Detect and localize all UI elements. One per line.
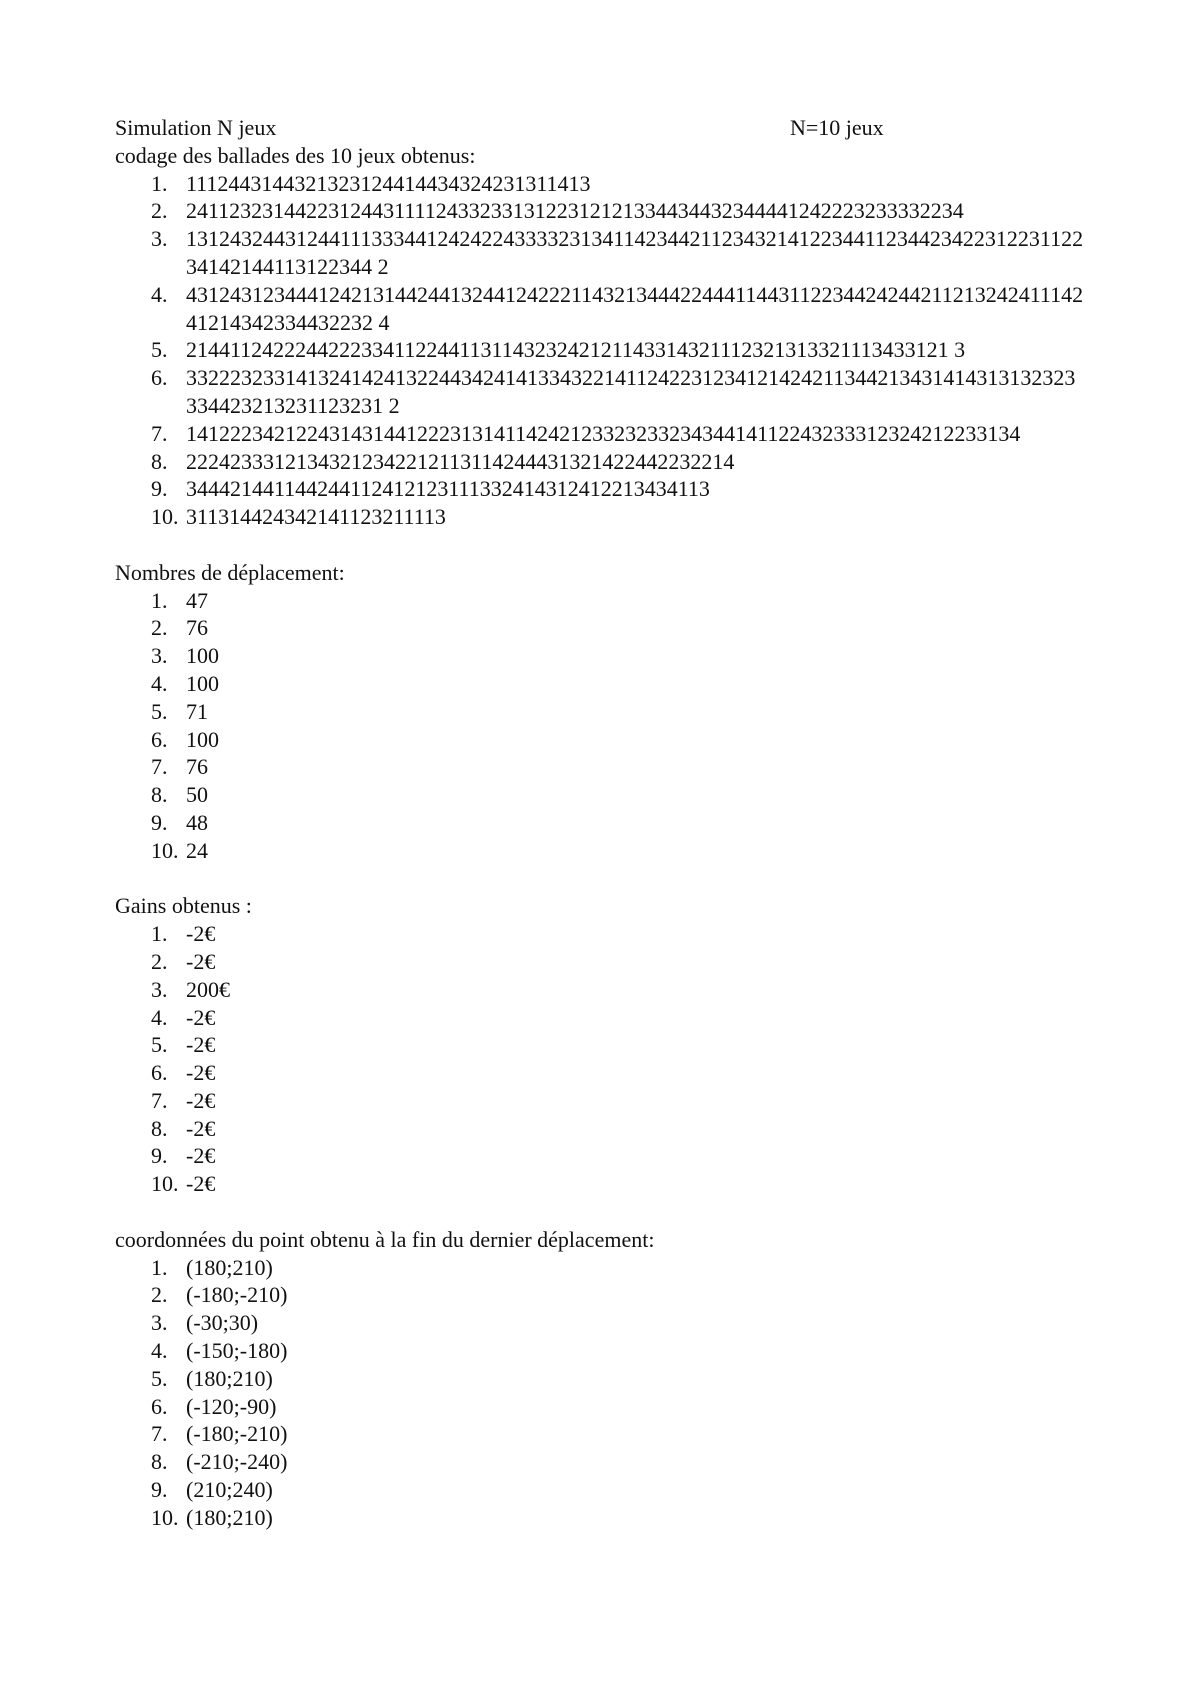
- codage-heading: codage des ballades des 10 jeux obtenus:: [115, 142, 476, 168]
- coordonnees-list: [115, 1254, 1080, 1532]
- list-item: 5. -2€: [151, 1032, 216, 1058]
- list-item: 3. (-30;30): [151, 1310, 259, 1336]
- list-item: 1. -2€: [151, 921, 216, 947]
- document-header: [115, 114, 1080, 142]
- list-item: 1. 47: [151, 587, 208, 613]
- list-item: 2. -2€: [151, 948, 216, 974]
- list-item: 2. (-180;-210): [151, 1282, 288, 1308]
- list-item: 8. (-210;-240): [151, 1449, 288, 1475]
- codage-list: [115, 170, 1084, 531]
- list-item: 4. -2€: [151, 1004, 216, 1030]
- list-item: 3. 131243244312441113334412424224333323134114234421123432141223441123442342231223112234142144113122344 2: [151, 226, 1084, 279]
- list-item: 7. 1412223421224314314412223131411424212332323323434414112243233312324212233134: [151, 420, 1021, 446]
- list-item: 5. (180;210): [151, 1365, 273, 1391]
- list-item: 6. (-120;-90): [151, 1393, 277, 1419]
- list-item: 7. -2€: [151, 1087, 216, 1113]
- spacer: [115, 865, 1080, 893]
- list-item: 9. (210;240): [151, 1477, 273, 1503]
- deplacements-list: [115, 587, 1080, 865]
- list-item: 6. 332223233141324142413224434241413343221411242231234121424211344213431414313132323334423213231123231 2: [151, 365, 1076, 418]
- list-item: 3. 200€: [151, 976, 230, 1002]
- list-item: 6. 100: [151, 726, 219, 752]
- list-item: 8. 50: [151, 782, 208, 808]
- spacer: [115, 1198, 1080, 1226]
- list-item: 5. 71: [151, 698, 208, 724]
- list-item: 4. 100: [151, 670, 219, 696]
- spacer: [115, 531, 1080, 559]
- list-item: 1. 1112443144321323124414434324231311413: [151, 170, 591, 196]
- deplacements-heading: Nombres de déplacement:: [115, 559, 345, 585]
- list-item: 9. 48: [151, 809, 208, 835]
- document-title: Simulation N jeux: [115, 115, 277, 140]
- list-item: 8. -2€: [151, 1115, 216, 1141]
- list-item: 2. 24112323144223124431111243323313122312121334434432344441242223233332234: [151, 198, 964, 224]
- list-item: 4. (-150;-180): [151, 1338, 288, 1364]
- list-item: 10. -2€: [151, 1171, 216, 1197]
- list-item: 10. 311314424342141123211113: [151, 504, 446, 530]
- list-item: 7. (-180;-210): [151, 1421, 288, 1447]
- list-item: 3. 100: [151, 643, 219, 669]
- coordonnees-heading: coordonnées du point obtenu à la fin du dernier déplacement:: [115, 1226, 655, 1252]
- list-item: 10. (180;210): [151, 1504, 273, 1530]
- list-item: 4. 431243123444124213144244132441242221143213444224441144311223442424421121324241114241214342334432232 4: [151, 281, 1084, 335]
- game-count: N=10 jeux: [790, 115, 884, 140]
- list-item: 7. 76: [151, 754, 208, 780]
- list-item: 9. -2€: [151, 1143, 216, 1169]
- list-item: 6. -2€: [151, 1060, 216, 1086]
- list-item: 9. 344421441144244112412123111332414312412213434113: [151, 476, 710, 502]
- gains-list: [115, 920, 1080, 1198]
- gains-heading: Gains obtenus :: [115, 893, 252, 919]
- list-item: 10. 24: [151, 837, 208, 863]
- list-item: 5. 2144112422244222334112244113114323242121143314321112321313321113433121 3: [151, 337, 966, 363]
- document-page: [115, 114, 1084, 1532]
- list-item: 1. (180;210): [151, 1254, 273, 1280]
- list-item: 2. 76: [151, 615, 208, 641]
- list-item: 8. 22242333121343212342212113114244431321422442232214: [151, 448, 735, 474]
